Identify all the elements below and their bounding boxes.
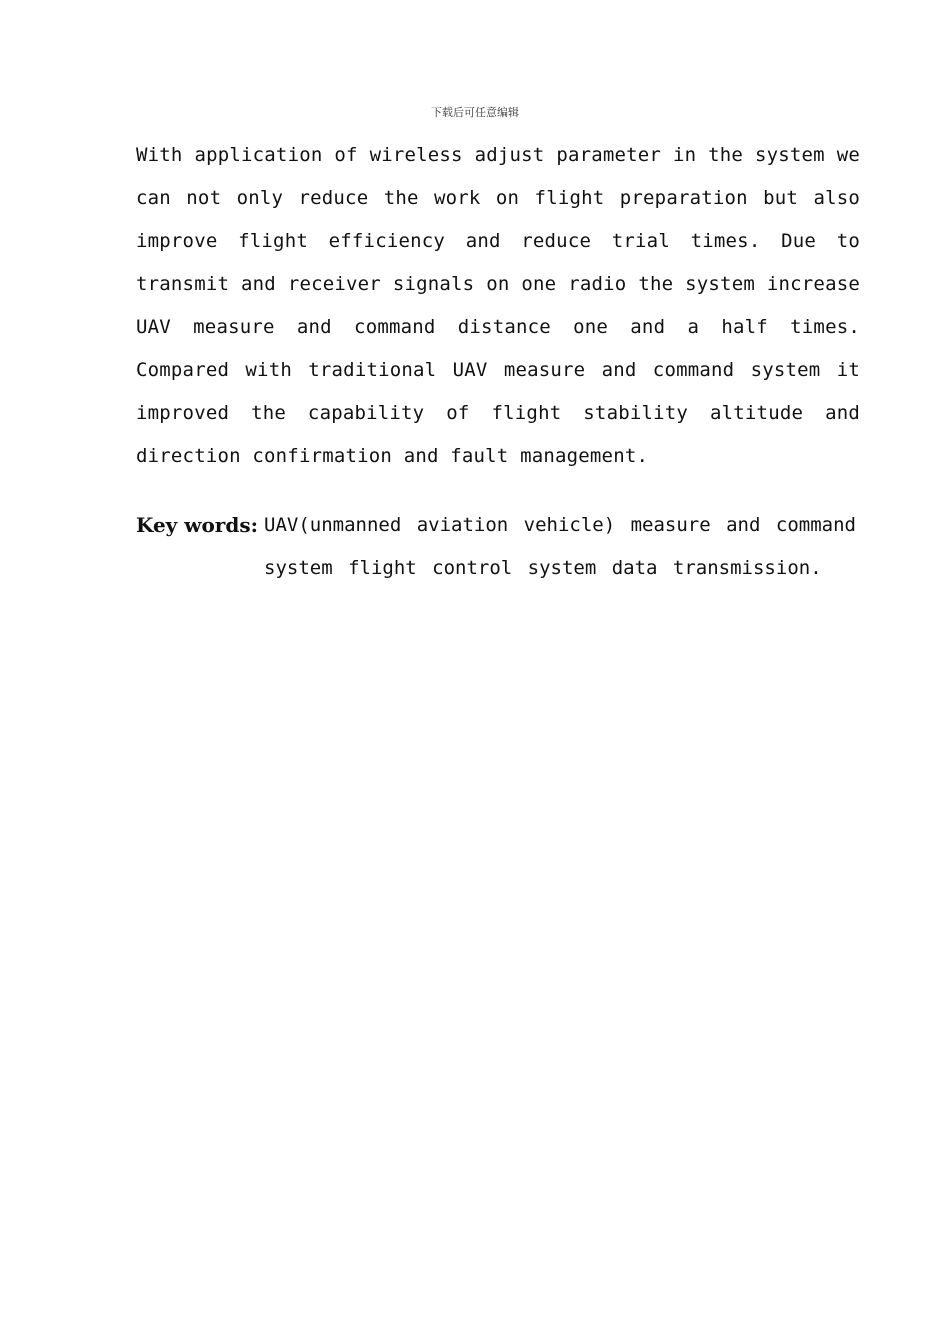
keywords-section <box>136 504 896 590</box>
abstract-paragraph: With application of wireless adjust parameter in the system we can not only reduce the work on flight preparation but also improve flight efficiency and reduce trial times. Due to transmit and receiver signals on one radio the system increase UAV measure and command distance one and a half times. Compared with traditional UAV measure and command system it improved the capability of flight stability altitude and direction confirmation and fault management. <box>136 144 860 467</box>
keywords-row <box>136 504 896 590</box>
keywords-value: UAV(unmanned aviation vehicle) measure and command system flight control system data transmission. <box>264 514 856 579</box>
keywords-label: Key words: <box>136 513 258 537</box>
header-note: 下载后可任意编辑 <box>431 106 519 119</box>
